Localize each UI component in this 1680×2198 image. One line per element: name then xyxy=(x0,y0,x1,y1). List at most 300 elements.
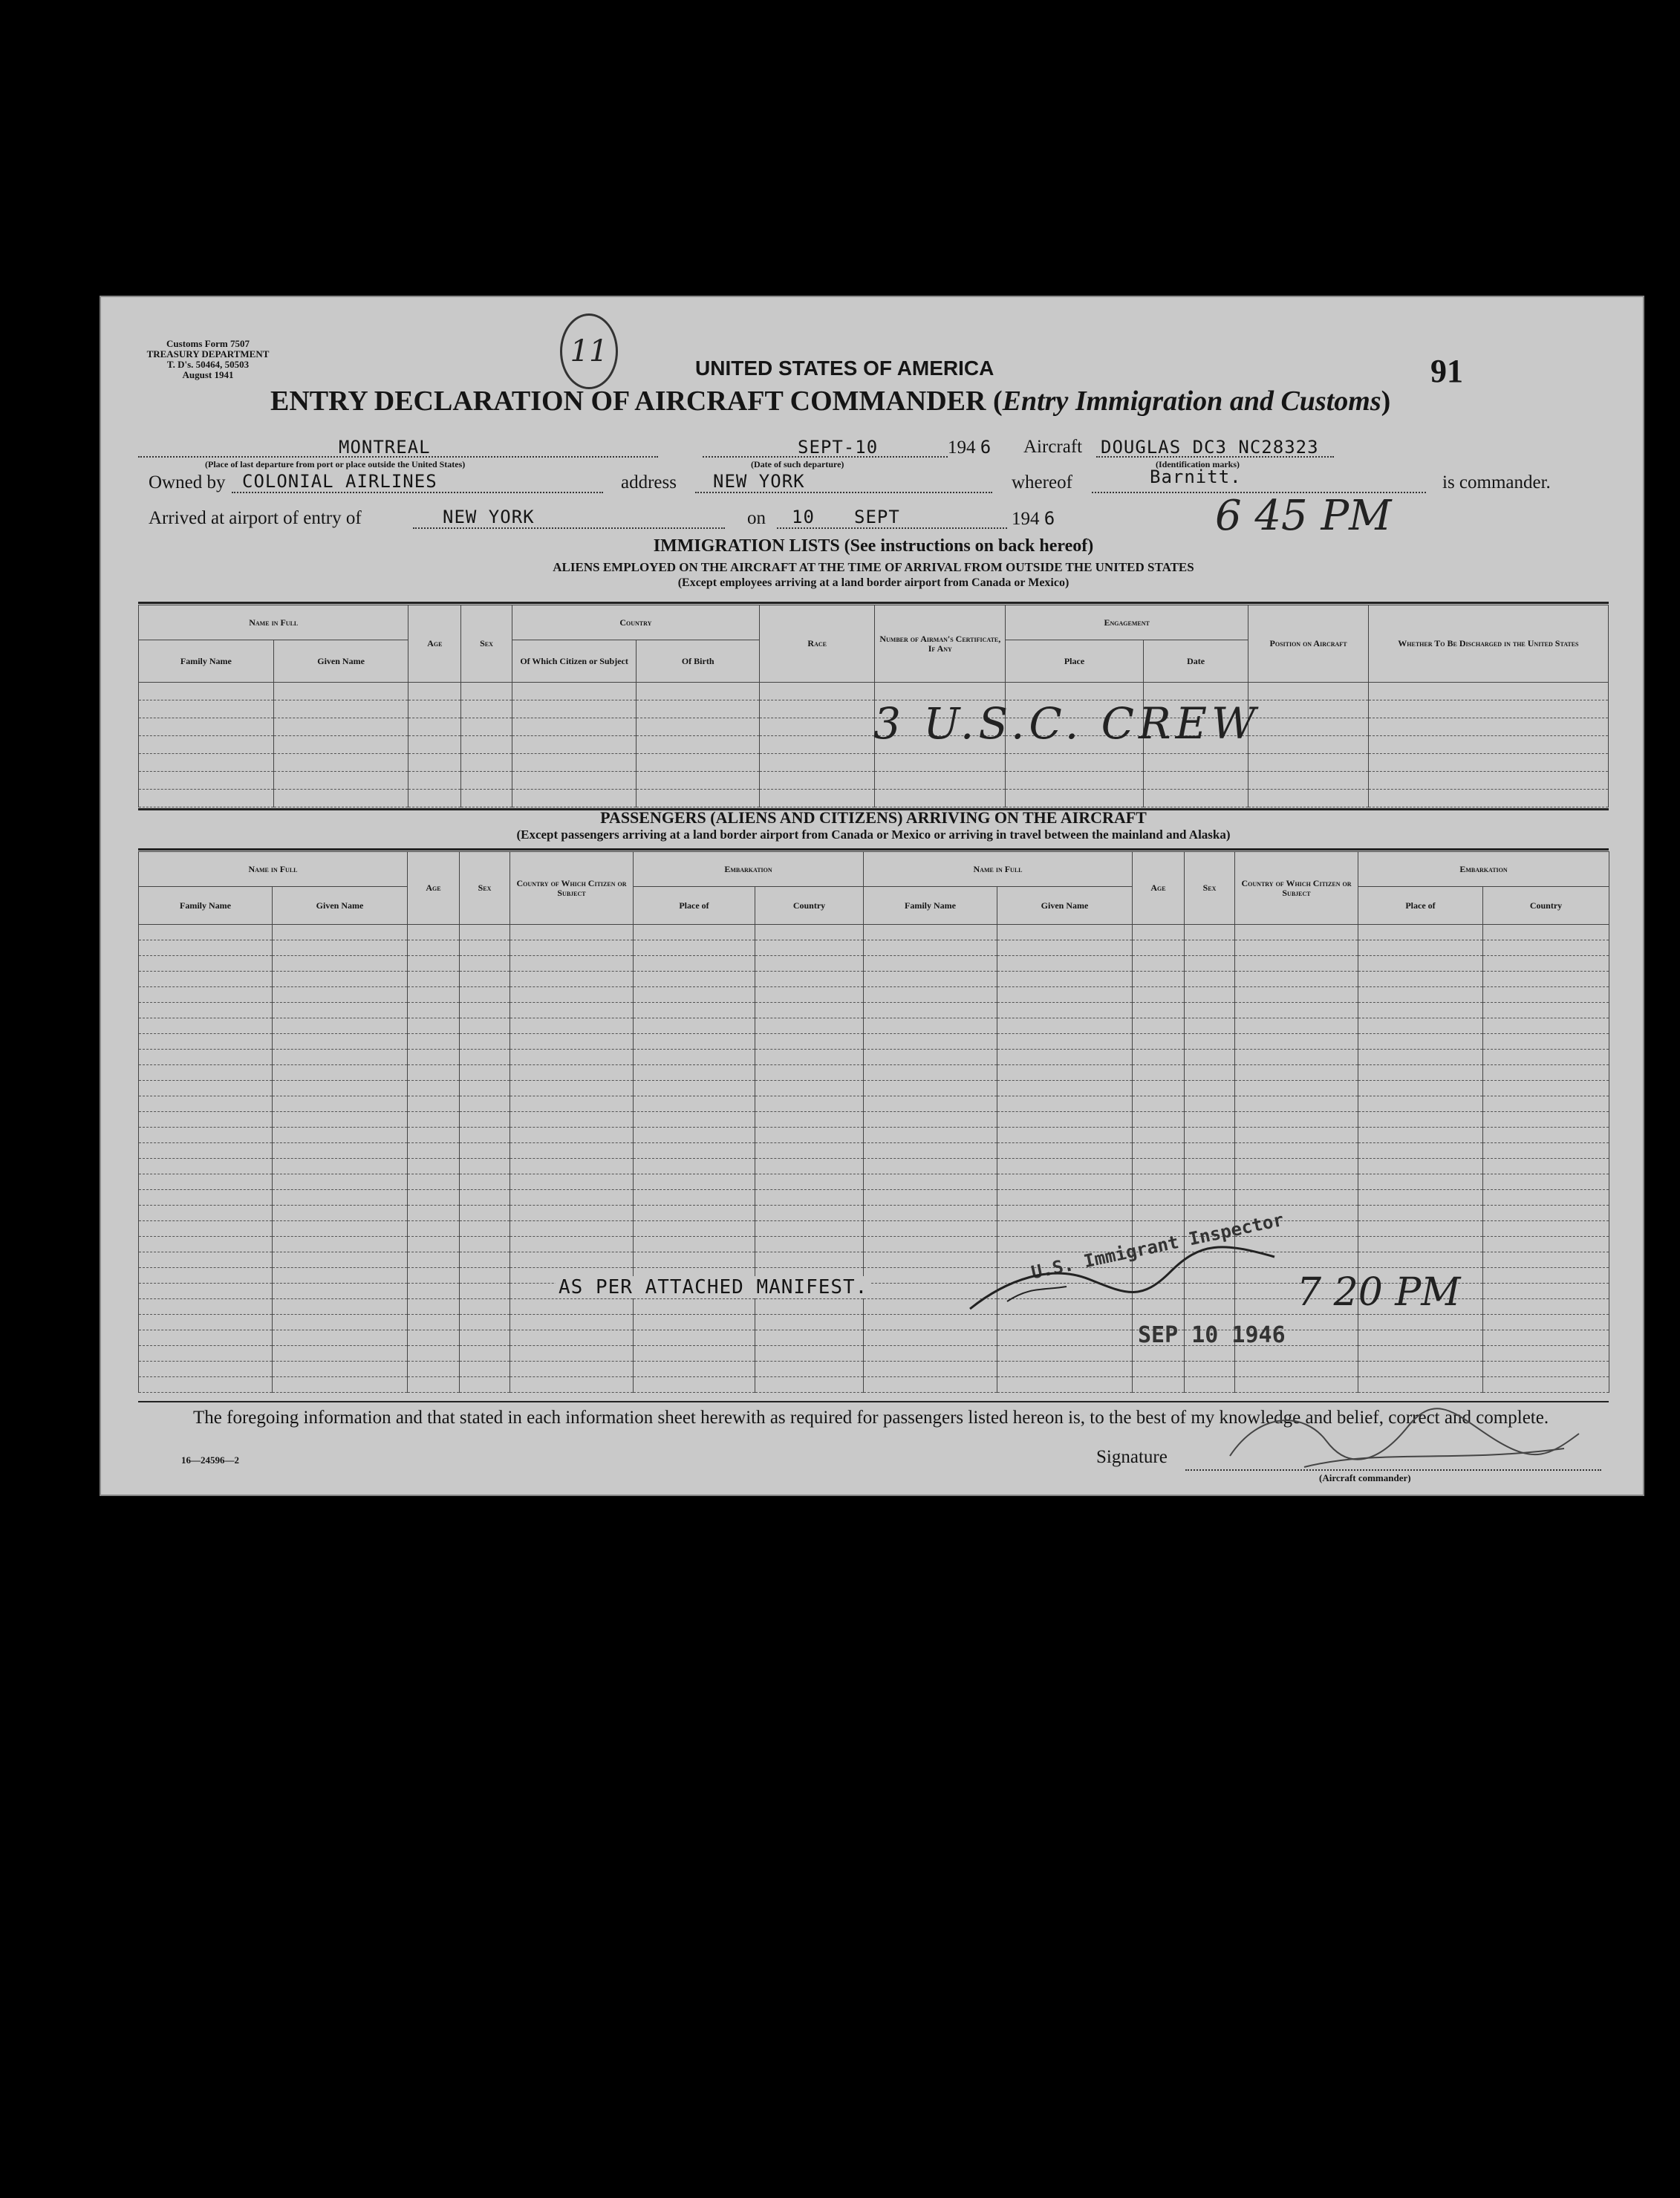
table-cell xyxy=(273,1206,408,1221)
table-cell xyxy=(1368,790,1608,807)
table-cell xyxy=(1483,1050,1609,1065)
table-cell xyxy=(755,1237,864,1252)
table-cell xyxy=(273,1065,408,1081)
table-cell xyxy=(755,1034,864,1050)
table-cell xyxy=(1358,940,1483,956)
table-cell xyxy=(1235,956,1358,972)
table-cell xyxy=(997,1065,1133,1081)
col-date: Date xyxy=(1143,640,1248,683)
pcol-age-2: Age xyxy=(1133,852,1185,925)
table-cell xyxy=(997,1190,1133,1206)
entry-declaration-form xyxy=(100,296,1644,1496)
table-cell xyxy=(139,1034,273,1050)
form-number: Customs Form 7507 xyxy=(166,338,250,349)
table-cell xyxy=(408,925,460,940)
table-row xyxy=(139,790,1609,807)
table-cell xyxy=(139,987,273,1003)
table-cell xyxy=(634,1034,755,1050)
table-cell xyxy=(408,1143,460,1159)
table-cell xyxy=(461,700,512,718)
table-row xyxy=(139,754,1609,772)
table-cell xyxy=(1358,1081,1483,1096)
table-cell xyxy=(864,1050,997,1065)
table-cell xyxy=(1133,925,1185,940)
table-cell xyxy=(408,1159,460,1174)
pcol-country: Country xyxy=(755,887,864,925)
table-cell xyxy=(139,1299,273,1315)
table-cell xyxy=(634,1159,755,1174)
table-cell xyxy=(1235,1081,1358,1096)
table-cell xyxy=(408,1174,460,1190)
table-row xyxy=(139,1143,1609,1159)
table-cell xyxy=(510,1018,634,1034)
table-cell xyxy=(1483,925,1609,940)
table-cell xyxy=(139,1143,273,1159)
table-cell xyxy=(139,1315,273,1330)
table-cell xyxy=(755,1050,864,1065)
table-cell xyxy=(1133,1128,1185,1143)
table-row xyxy=(139,1065,1609,1081)
table-cell xyxy=(759,683,874,700)
table-row xyxy=(139,1346,1609,1362)
table-cell xyxy=(510,1315,634,1330)
table-cell xyxy=(460,987,510,1003)
inspector-stamp-title: U.S. Immigrant Inspector xyxy=(1029,1209,1286,1284)
owner-value: COLONIAL AIRLINES xyxy=(242,471,437,492)
table-cell xyxy=(408,987,460,1003)
table-cell xyxy=(634,1003,755,1018)
table-cell xyxy=(408,1112,460,1128)
inspector-signature xyxy=(963,1235,1282,1324)
col-discharged: Whether To Be Discharged in the United States xyxy=(1368,605,1608,683)
table-cell xyxy=(755,1252,864,1268)
table-cell xyxy=(510,1065,634,1081)
table-cell xyxy=(1358,1221,1483,1237)
table-cell xyxy=(273,1096,408,1112)
table-cell xyxy=(1483,1315,1609,1330)
address-value: NEW YORK xyxy=(713,471,805,492)
table-cell xyxy=(636,790,760,807)
table-cell xyxy=(1133,1206,1185,1221)
table-cell xyxy=(1368,772,1608,790)
table-cell xyxy=(408,1299,460,1315)
table-cell xyxy=(755,1112,864,1128)
table-cell xyxy=(755,1362,864,1377)
page-number: 91 xyxy=(1430,353,1463,389)
table-cell xyxy=(512,683,636,700)
table-cell xyxy=(512,772,636,790)
table-cell xyxy=(864,1018,997,1034)
table-cell xyxy=(273,1299,408,1315)
table-cell xyxy=(408,790,461,807)
table-row xyxy=(139,1237,1609,1252)
table-cell xyxy=(139,1221,273,1237)
table-cell xyxy=(1248,772,1369,790)
table-cell xyxy=(864,1003,997,1018)
col-race: Race xyxy=(759,605,874,683)
table-cell xyxy=(510,1330,634,1346)
table-cell xyxy=(408,972,460,987)
table-cell xyxy=(139,1065,273,1081)
table-cell xyxy=(634,1237,755,1252)
table-cell xyxy=(634,1362,755,1377)
table-cell xyxy=(997,1018,1133,1034)
table-cell xyxy=(461,718,512,736)
table-cell xyxy=(1358,1128,1483,1143)
declaration-text: The foregoing information and that stated in each information sheet herewith as required for passengers listed hereon is, to the best of my knowledge and belief, correct and complete. xyxy=(193,1408,1549,1428)
table-cell xyxy=(1185,956,1235,972)
table-cell xyxy=(1483,1237,1609,1252)
table-cell xyxy=(864,1034,997,1050)
table-cell xyxy=(1185,1065,1235,1081)
table-cell xyxy=(1483,1081,1609,1096)
table-cell xyxy=(510,1034,634,1050)
whereof-label: whereof xyxy=(1012,472,1072,492)
table-cell xyxy=(139,1268,273,1284)
table-cell xyxy=(634,1143,755,1159)
table-cell xyxy=(1358,1174,1483,1190)
table-cell xyxy=(864,925,997,940)
table-cell xyxy=(864,1112,997,1128)
table-cell xyxy=(461,754,512,772)
table-cell xyxy=(273,925,408,940)
table-cell xyxy=(273,1362,408,1377)
table-cell xyxy=(1235,925,1358,940)
table-cell xyxy=(461,683,512,700)
table-cell xyxy=(460,1003,510,1018)
table-cell xyxy=(1358,972,1483,987)
circled-page-number: 11 xyxy=(560,313,618,389)
table-cell xyxy=(273,1081,408,1096)
departure-year: 194 6 xyxy=(948,437,992,458)
table-cell xyxy=(1133,1096,1185,1112)
table-cell xyxy=(408,1315,460,1330)
table-cell xyxy=(273,1330,408,1346)
table-cell xyxy=(510,1237,634,1252)
table-cell xyxy=(139,956,273,972)
col-sex: Sex xyxy=(461,605,512,683)
table-cell xyxy=(634,1221,755,1237)
table-cell xyxy=(408,772,461,790)
table-cell xyxy=(408,1096,460,1112)
table-cell xyxy=(510,1252,634,1268)
table-cell xyxy=(1368,754,1608,772)
table-cell xyxy=(1358,1034,1483,1050)
table-row xyxy=(139,972,1609,987)
arrival-year: 194 6 xyxy=(1012,508,1056,529)
table-cell xyxy=(273,700,408,718)
table-cell xyxy=(864,972,997,987)
table-cell xyxy=(1185,1159,1235,1174)
table-cell xyxy=(139,1190,273,1206)
table-cell xyxy=(408,1221,460,1237)
table-cell xyxy=(864,1190,997,1206)
table-cell xyxy=(408,1284,460,1299)
table-cell xyxy=(1483,1128,1609,1143)
table-row xyxy=(139,1221,1609,1237)
table-row xyxy=(139,1081,1609,1096)
table-cell xyxy=(864,1159,997,1174)
table-cell xyxy=(408,700,461,718)
table-cell xyxy=(139,1018,273,1034)
table-cell xyxy=(1358,1050,1483,1065)
col-family-name: Family Name xyxy=(139,640,274,683)
arrival-month: SEPT xyxy=(854,507,900,527)
table-cell xyxy=(1358,1112,1483,1128)
table-cell xyxy=(634,925,755,940)
table-cell xyxy=(1185,1003,1235,1018)
table-cell xyxy=(634,972,755,987)
table-cell xyxy=(1235,1065,1358,1081)
table-cell xyxy=(1483,1190,1609,1206)
table-cell xyxy=(510,1159,634,1174)
table-cell xyxy=(510,1128,634,1143)
aircraft-marks: DOUGLAS DC3 NC28323 xyxy=(1101,437,1319,458)
table-cell xyxy=(997,1096,1133,1112)
table-cell xyxy=(1133,1190,1185,1206)
aircraft-label: Aircraft xyxy=(1023,437,1083,457)
table-cell xyxy=(1185,1096,1235,1112)
table-cell xyxy=(139,1174,273,1190)
table-row xyxy=(139,1362,1609,1377)
table-cell xyxy=(755,1081,864,1096)
table-cell xyxy=(1133,1065,1185,1081)
table-cell xyxy=(1006,683,1144,700)
table-cell xyxy=(1483,1252,1609,1268)
table-cell xyxy=(755,1206,864,1221)
table-cell xyxy=(139,736,274,754)
table-cell xyxy=(636,772,760,790)
passengers-title: PASSENGERS (ALIENS AND CITIZENS) ARRIVING ON THE AIRCRAFT xyxy=(600,808,1147,827)
table-cell xyxy=(1133,1050,1185,1065)
pcol-place-of: Place of xyxy=(634,887,755,925)
form-title-italic: Entry Immigration and Customs xyxy=(1002,386,1381,417)
table-cell xyxy=(139,1128,273,1143)
table-cell xyxy=(1185,1112,1235,1128)
table-cell xyxy=(460,1112,510,1128)
table-cell xyxy=(460,1034,510,1050)
table-cell xyxy=(755,1299,864,1315)
table-cell xyxy=(1248,700,1369,718)
table-cell xyxy=(139,1159,273,1174)
table-row xyxy=(139,925,1609,940)
table-cell xyxy=(1185,1081,1235,1096)
table-cell xyxy=(408,1268,460,1284)
table-cell xyxy=(759,700,874,718)
table-cell xyxy=(273,1112,408,1128)
departure-place: MONTREAL xyxy=(339,437,431,458)
table-cell xyxy=(273,1018,408,1034)
table-cell xyxy=(139,683,274,700)
table-cell xyxy=(875,754,1006,772)
table-cell xyxy=(460,1362,510,1377)
table-cell xyxy=(408,1377,460,1393)
table-cell xyxy=(460,1221,510,1237)
table-cell xyxy=(755,1221,864,1237)
table-cell xyxy=(1235,972,1358,987)
table-cell xyxy=(510,987,634,1003)
arrived-label: Arrived at airport of entry of xyxy=(149,508,362,528)
table-cell xyxy=(997,956,1133,972)
table-cell xyxy=(1483,1034,1609,1050)
table-cell xyxy=(408,736,461,754)
table-cell xyxy=(1185,972,1235,987)
table-cell xyxy=(1235,1174,1358,1190)
table-cell xyxy=(634,940,755,956)
col-place: Place xyxy=(1006,640,1144,683)
table-cell xyxy=(273,790,408,807)
table-cell xyxy=(1133,1362,1185,1377)
table-cell xyxy=(1483,987,1609,1003)
immigration-title: IMMIGRATION LISTS (See instructions on back hereof) xyxy=(653,536,1094,556)
table-cell xyxy=(1248,754,1369,772)
table-cell xyxy=(408,1330,460,1346)
table-cell xyxy=(510,1174,634,1190)
table-cell xyxy=(1185,1143,1235,1159)
table-cell xyxy=(510,1221,634,1237)
col-engagement: Engagement xyxy=(1006,605,1248,640)
table-cell xyxy=(460,1237,510,1252)
department: TREASURY DEPARTMENT xyxy=(146,348,270,360)
table-cell xyxy=(273,1190,408,1206)
table-cell xyxy=(875,790,1006,807)
table-cell xyxy=(1368,718,1608,736)
table-cell xyxy=(1235,940,1358,956)
table-cell xyxy=(864,940,997,956)
table-cell xyxy=(408,1050,460,1065)
table-row xyxy=(139,1377,1609,1393)
table-cell xyxy=(997,1330,1133,1346)
table-cell xyxy=(139,972,273,987)
table-cell xyxy=(408,1252,460,1268)
table-cell xyxy=(634,1346,755,1362)
table-cell xyxy=(1133,1112,1185,1128)
table-cell xyxy=(408,940,460,956)
table-row xyxy=(139,1206,1609,1221)
table-cell xyxy=(510,1346,634,1362)
arrival-day: 10 xyxy=(792,507,815,527)
table-cell xyxy=(636,700,760,718)
manifest-note: AS PER ATTACHED MANIFEST. xyxy=(556,1276,870,1298)
table-cell xyxy=(139,772,274,790)
table-cell xyxy=(510,1362,634,1377)
table-row xyxy=(139,1330,1609,1346)
table-cell xyxy=(636,683,760,700)
table-cell xyxy=(634,1315,755,1330)
table-cell xyxy=(1483,1018,1609,1034)
table-cell xyxy=(139,718,274,736)
table-cell xyxy=(273,736,408,754)
aircraft-caption: (Identification marks) xyxy=(1156,459,1240,469)
table-cell xyxy=(755,1377,864,1393)
handwritten-arrival-time: 6 45 PM xyxy=(1215,492,1392,540)
table-cell xyxy=(1006,790,1144,807)
table-cell xyxy=(273,1346,408,1362)
table-cell xyxy=(755,972,864,987)
table-cell xyxy=(1358,1252,1483,1268)
table-cell xyxy=(1358,925,1483,940)
table-cell xyxy=(634,1096,755,1112)
table-cell xyxy=(997,1050,1133,1065)
table-cell xyxy=(1483,1143,1609,1159)
table-cell xyxy=(273,972,408,987)
table-cell xyxy=(759,736,874,754)
col-age: Age xyxy=(408,605,461,683)
table-cell xyxy=(1483,1174,1609,1190)
table-cell xyxy=(1185,940,1235,956)
table-cell xyxy=(997,1346,1133,1362)
table-cell xyxy=(408,1065,460,1081)
table-cell xyxy=(1235,1003,1358,1018)
table-row xyxy=(139,956,1609,972)
table-cell xyxy=(273,1128,408,1143)
table-cell xyxy=(273,1003,408,1018)
table-cell xyxy=(634,1252,755,1268)
table-cell xyxy=(460,1081,510,1096)
table-cell xyxy=(997,1377,1133,1393)
table-cell xyxy=(460,1330,510,1346)
table-cell xyxy=(1358,1190,1483,1206)
table-cell xyxy=(1248,718,1369,736)
table-cell xyxy=(864,1081,997,1096)
table-cell xyxy=(864,1128,997,1143)
table-cell xyxy=(755,1346,864,1362)
signature-label: Signature xyxy=(1096,1447,1168,1467)
table-cell xyxy=(461,790,512,807)
table-cell xyxy=(634,1190,755,1206)
table-cell xyxy=(510,940,634,956)
table-row xyxy=(139,1096,1609,1112)
col-citizen-of: Of Which Citizen or Subject xyxy=(512,640,636,683)
table-cell xyxy=(759,772,874,790)
table-row xyxy=(139,940,1609,956)
table-cell xyxy=(460,1018,510,1034)
commander-signature xyxy=(1215,1396,1586,1478)
table-cell xyxy=(864,1206,997,1221)
table-cell xyxy=(636,754,760,772)
table-cell xyxy=(634,1174,755,1190)
table-cell xyxy=(1358,1346,1483,1362)
table-cell xyxy=(1483,1346,1609,1362)
table-cell xyxy=(636,718,760,736)
table-cell xyxy=(510,1081,634,1096)
pcol-family-name: Family Name xyxy=(139,887,273,925)
table-cell xyxy=(273,987,408,1003)
table-cell xyxy=(460,1284,510,1299)
table-cell xyxy=(460,1377,510,1393)
table-cell xyxy=(755,987,864,1003)
table-cell xyxy=(634,987,755,1003)
table-cell xyxy=(755,1143,864,1159)
table-cell xyxy=(864,1330,997,1346)
table-cell xyxy=(997,1174,1133,1190)
table-cell xyxy=(755,1096,864,1112)
table-cell xyxy=(1483,972,1609,987)
table-cell xyxy=(273,772,408,790)
table-cell xyxy=(755,1003,864,1018)
pcol-sex: Sex xyxy=(460,852,510,925)
table-cell xyxy=(139,1362,273,1377)
table-cell xyxy=(139,1050,273,1065)
table-cell xyxy=(997,1034,1133,1050)
table-cell xyxy=(1143,683,1248,700)
table-cell xyxy=(864,1377,997,1393)
table-cell xyxy=(1143,754,1248,772)
table-cell xyxy=(864,1096,997,1112)
table-cell xyxy=(634,1330,755,1346)
table-row xyxy=(139,683,1609,700)
table-cell xyxy=(139,1377,273,1393)
